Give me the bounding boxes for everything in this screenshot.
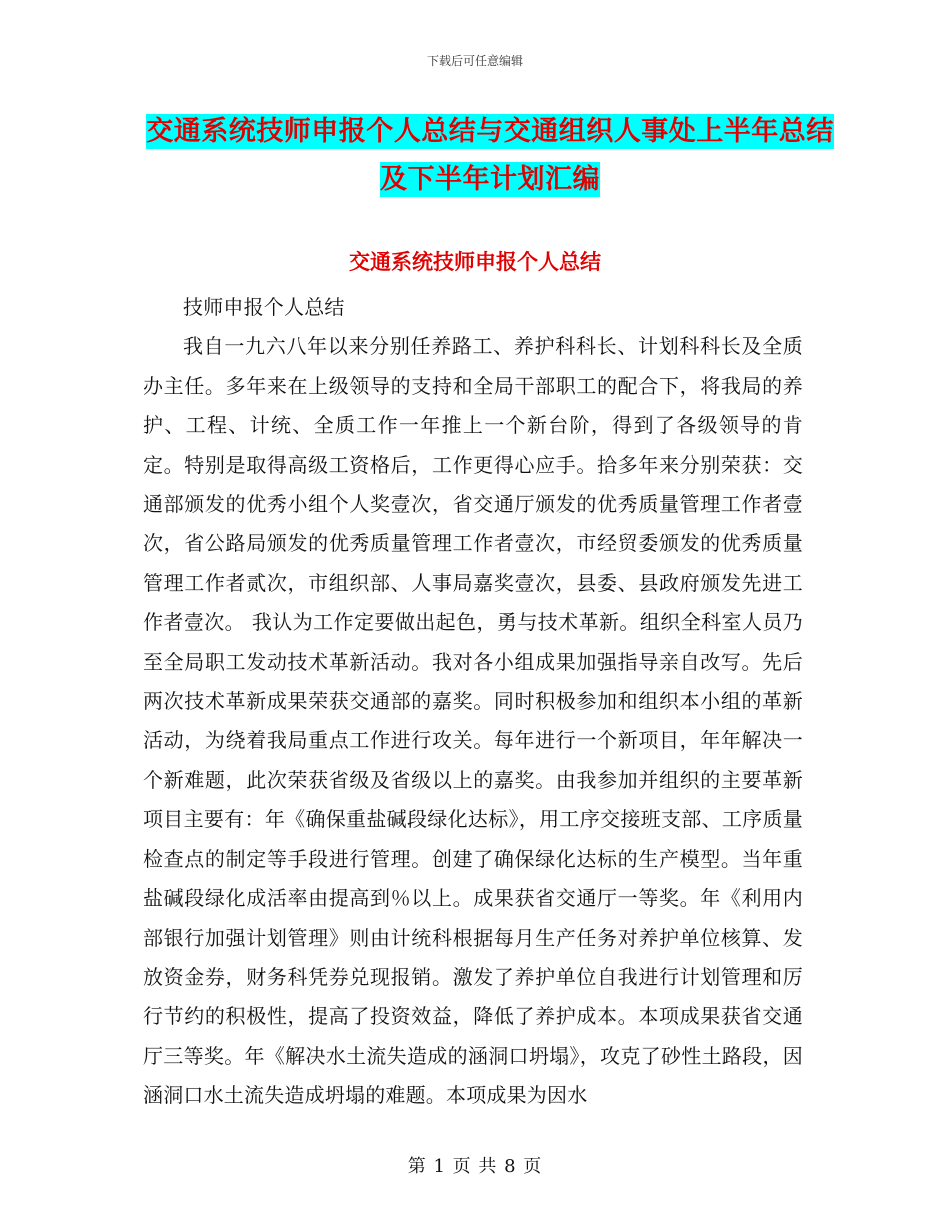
document-title-text: 交通系统技师申报个人总结与交通组织人事处上半年总结及下半年计划汇编 [146, 116, 834, 195]
document-body [143, 288, 803, 1116]
header-note: 下载后可任意编辑 [426, 54, 523, 68]
document-title [140, 108, 840, 204]
section-title: 交通系统技师申报个人总结 [349, 250, 601, 274]
body-paragraph: 我自一九六八年以来分别任养路工、养护科科长、计划科科长及全质办主任。多年来在上级领导的支持和全局干部职工的配合下，将我局的养护、工程、计统、全质工作一年推上一个新台阶，得到了各级领导的肯定。特别是取得高级工资格后，工作更得心应手。拾多年来分别荣获：交通部颁发的优秀小组个人奖壹次，省交通厅颁发的优秀质量管理工作者壹次，省公路局颁发的优秀质量管理工作者壹次，市经贸委颁发的优秀质量管理工作者贰次，市组织部、人事局嘉奖壹次，县委、县政府颁发先进工作者壹次。 我认为工作定要做出起色，勇与技术革新。组织全科室人员乃至全局职工发动技术革新活动。我对各小组成果加强指导亲自改写。先后两次技术革新成果荣获交通部的嘉奖。同时积极参加和组织本小组的革新活动，为绕着我局重点工作进行攻关。每年进行一个新项目，年年解决一个新难题，此次荣获省级及省级以上的嘉奖。由我参加并组织的主要革新项目主要有：年《确保重盐碱段绿化达标》，用工序交接班支部、工序质量检查点的制定等手段进行管理。创建了确保绿化达标的生产模型。当年重盐碱段绿化成活率由提高到％以上。成果获省交通厅一等奖。年《利用内部银行加强计划管理》则由计统科根据每月生产任务对养护单位核算、发放资金券，财务科凭券兑现报销。激发了养护单位自我进行计划管理和厉行节约的积极性，提高了投资效益，降低了养护成本。本项成果获省交通厅三等奖。年《解决水土流失造成的涵洞口坍塌》，攻克了砂性土路段，因涵洞口水土流失造成坍塌的难题。本项成果为因水 [143, 334, 803, 1108]
subheading: 技师申报个人总结 [183, 295, 345, 319]
page-number-footer: 第 1 页 共 8 页 [407, 1156, 543, 1177]
